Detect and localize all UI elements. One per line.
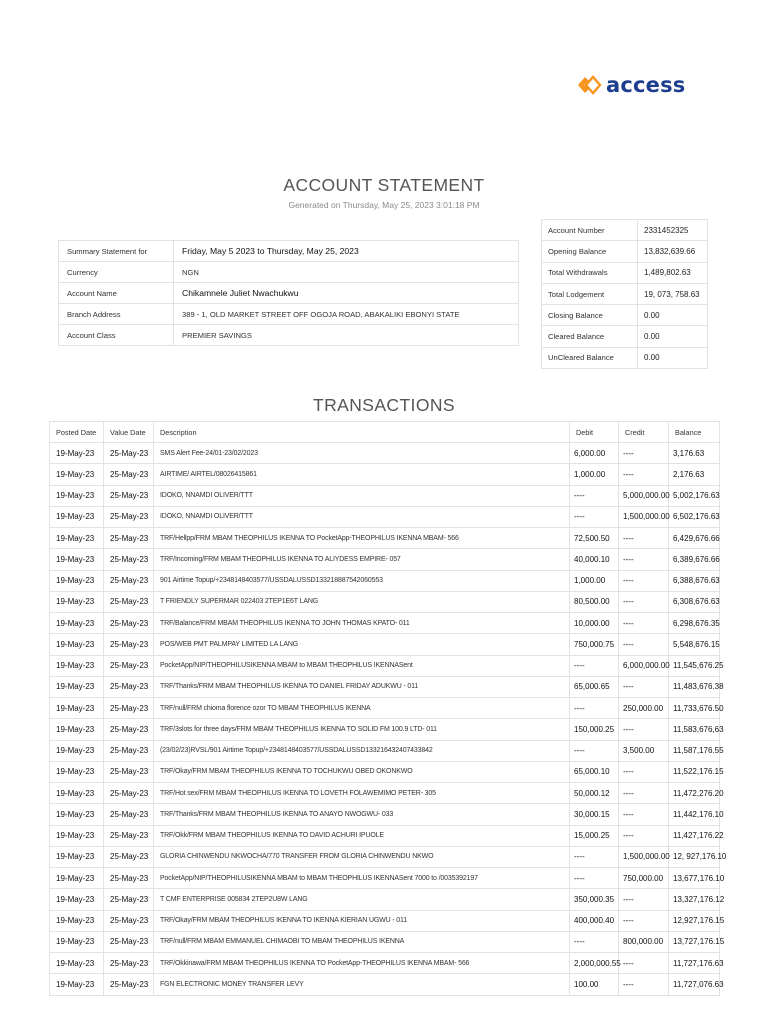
summary-value: NGN bbox=[174, 262, 519, 283]
balance-value: 1,489,802.63 bbox=[638, 262, 708, 283]
balance-row bbox=[542, 262, 708, 283]
summary-value: PREMIER SAVINGS bbox=[174, 325, 519, 346]
balance-cell: 12, 927,176.10 bbox=[669, 846, 720, 867]
balance-cell: 11,427,176.22 bbox=[669, 825, 720, 846]
balance-label: Total Lodgement bbox=[542, 283, 638, 304]
balance-cell: 11,545,676.25 bbox=[669, 655, 720, 676]
debit-cell: 350,000.35 bbox=[570, 889, 619, 910]
balance-cell: 11,472,276.20 bbox=[669, 783, 720, 804]
table-row bbox=[50, 825, 720, 846]
posted-date-cell: 19-May-23 bbox=[50, 889, 104, 910]
table-row bbox=[50, 676, 720, 697]
value-date-cell: 25-May-23 bbox=[104, 549, 154, 570]
balance-cell: 13,677,176.10 bbox=[669, 868, 720, 889]
value-date-cell: 25-May-23 bbox=[104, 931, 154, 952]
debit-cell: 10,000.00 bbox=[570, 613, 619, 634]
credit-cell: 750,000.00 bbox=[619, 868, 669, 889]
balance-cell: 6,429,676.66 bbox=[669, 528, 720, 549]
balance-value: 13,832,639.66 bbox=[638, 241, 708, 262]
balance-cell: 5,002,176.63 bbox=[669, 485, 720, 506]
debit-cell: 2,000,000.55 bbox=[570, 953, 619, 974]
table-row bbox=[50, 846, 720, 867]
balance-cell: 3,176.63 bbox=[669, 443, 720, 464]
balance-value: 2331452325 bbox=[638, 220, 708, 241]
summary-row bbox=[59, 304, 519, 325]
value-date-cell: 25-May-23 bbox=[104, 953, 154, 974]
description-cell: TRF/Balance/FRM MBAM THEOPHILUS IKENNA TO JOHN THOMAS KPATO- 011 bbox=[154, 613, 570, 634]
summary-label: Summary Statement for bbox=[59, 241, 174, 262]
credit-cell: ---- bbox=[619, 549, 669, 570]
balance-row bbox=[542, 220, 708, 241]
table-row bbox=[50, 655, 720, 676]
table-row bbox=[50, 634, 720, 655]
column-header: Value Date bbox=[104, 422, 154, 443]
transactions-table bbox=[49, 421, 727, 996]
debit-cell: ---- bbox=[570, 740, 619, 761]
transactions-header-row bbox=[50, 422, 720, 443]
debit-cell: ---- bbox=[570, 698, 619, 719]
balance-label: UnCleared Balance bbox=[542, 347, 638, 368]
balance-cell: 13,727,176.15 bbox=[669, 931, 720, 952]
debit-cell: 100.00 bbox=[570, 974, 619, 995]
column-header: Debit bbox=[570, 422, 619, 443]
balance-row bbox=[542, 283, 708, 304]
value-date-cell: 25-May-23 bbox=[104, 485, 154, 506]
summary-row bbox=[59, 262, 519, 283]
value-date-cell: 25-May-23 bbox=[104, 528, 154, 549]
balance-row bbox=[542, 347, 708, 368]
balance-cell: 2,176.63 bbox=[669, 464, 720, 485]
description-cell: IDOKO, NNAMDI OLIVER/TTT bbox=[154, 485, 570, 506]
description-cell: SMS Alert Fee-24/01-23/02/2023 bbox=[154, 443, 570, 464]
balance-row bbox=[542, 305, 708, 326]
posted-date-cell: 19-May-23 bbox=[50, 783, 104, 804]
balance-cell: 11,522,176.15 bbox=[669, 761, 720, 782]
debit-cell: 30,000.15 bbox=[570, 804, 619, 825]
posted-date-cell: 19-May-23 bbox=[50, 761, 104, 782]
posted-date-cell: 19-May-23 bbox=[50, 804, 104, 825]
credit-cell: 1,500,000.00 bbox=[619, 846, 669, 867]
column-header: Balance bbox=[669, 422, 720, 443]
table-row bbox=[50, 698, 720, 719]
summary-label: Branch Address bbox=[59, 304, 174, 325]
posted-date-cell: 19-May-23 bbox=[50, 570, 104, 591]
balance-cell: 6,388,676.63 bbox=[669, 570, 720, 591]
credit-cell: ---- bbox=[619, 676, 669, 697]
description-cell: TRF/null/FRM chioma florence ozor TO MBAM THEOPHILUS IKENNA bbox=[154, 698, 570, 719]
balance-cell: 11,727,076.63 bbox=[669, 974, 720, 995]
balance-cell: 11,483,676.38 bbox=[669, 676, 720, 697]
value-date-cell: 25-May-23 bbox=[104, 613, 154, 634]
description-cell: T FRIENDLY SUPERMAR 022403 2TEP1E6T LANG bbox=[154, 591, 570, 612]
balance-value: 0.00 bbox=[638, 347, 708, 368]
credit-cell: ---- bbox=[619, 761, 669, 782]
description-cell: TRF/Okk/FRM MBAM THEOPHILUS IKENNA TO DAVID ACHURI IPUOLE bbox=[154, 825, 570, 846]
credit-cell: 6,000,000.00 bbox=[619, 655, 669, 676]
table-row bbox=[50, 464, 720, 485]
balance-cell: 11,587,176.55 bbox=[669, 740, 720, 761]
posted-date-cell: 19-May-23 bbox=[50, 974, 104, 995]
value-date-cell: 25-May-23 bbox=[104, 570, 154, 591]
table-row bbox=[50, 931, 720, 952]
value-date-cell: 25-May-23 bbox=[104, 506, 154, 527]
value-date-cell: 25-May-23 bbox=[104, 889, 154, 910]
description-cell: AIRTIME/ AIRTEL/08026415861 bbox=[154, 464, 570, 485]
credit-cell: ---- bbox=[619, 528, 669, 549]
balance-value: 19, 073, 758.63 bbox=[638, 283, 708, 304]
debit-cell: 50,000.12 bbox=[570, 783, 619, 804]
posted-date-cell: 19-May-23 bbox=[50, 825, 104, 846]
summary-row bbox=[59, 283, 519, 304]
description-cell: GLORIA CHINWENDU NKWOCHA/770 TRANSFER FROM GLORIA CHINWENDU NKWO bbox=[154, 846, 570, 867]
summary-value: 389 - 1, OLD MARKET STREET OFF OGOJA ROAD, ABAKALIKI EBONYI STATE bbox=[174, 304, 519, 325]
credit-cell: ---- bbox=[619, 910, 669, 931]
credit-cell: 800,000.00 bbox=[619, 931, 669, 952]
description-cell: 901 Airtime Topup/+2348148403577/USSDALUSSD133218887542060553 bbox=[154, 570, 570, 591]
description-cell: TRF/3slots for three days/FRM MBAM THEOPHILUS IKENNA TO SOLID FM 100.9 LTD- 011 bbox=[154, 719, 570, 740]
table-row bbox=[50, 591, 720, 612]
balance-label: Closing Balance bbox=[542, 305, 638, 326]
debit-cell: 400,000.40 bbox=[570, 910, 619, 931]
balance-label: Total Withdrawals bbox=[542, 262, 638, 283]
description-cell: IDOKO, NNAMDI OLIVER/TTT bbox=[154, 506, 570, 527]
access-logo bbox=[576, 72, 686, 98]
generated-timestamp: Generated on Thursday, May 25, 2023 3:01:18 PM bbox=[288, 200, 480, 210]
table-row bbox=[50, 761, 720, 782]
posted-date-cell: 19-May-23 bbox=[50, 846, 104, 867]
balances-table bbox=[541, 219, 708, 369]
value-date-cell: 25-May-23 bbox=[104, 443, 154, 464]
posted-date-cell: 19-May-23 bbox=[50, 655, 104, 676]
balance-cell: 13,327,176.12 bbox=[669, 889, 720, 910]
value-date-cell: 25-May-23 bbox=[104, 804, 154, 825]
debit-cell: ---- bbox=[570, 931, 619, 952]
value-date-cell: 25-May-23 bbox=[104, 974, 154, 995]
debit-cell: 80,500.00 bbox=[570, 591, 619, 612]
credit-cell: 250,000.00 bbox=[619, 698, 669, 719]
description-cell: TRF/null/FRM MBAM EMMANUEL CHIMAOBI TO MBAM THEOPHILUS IKENNA bbox=[154, 931, 570, 952]
value-date-cell: 25-May-23 bbox=[104, 719, 154, 740]
table-row bbox=[50, 570, 720, 591]
balance-cell: 11,583,676,63 bbox=[669, 719, 720, 740]
balance-row bbox=[542, 241, 708, 262]
credit-cell: 3,500.00 bbox=[619, 740, 669, 761]
table-row bbox=[50, 868, 720, 889]
debit-cell: ---- bbox=[570, 655, 619, 676]
posted-date-cell: 19-May-23 bbox=[50, 931, 104, 952]
balance-cell: 11,442,176.10 bbox=[669, 804, 720, 825]
posted-date-cell: 19-May-23 bbox=[50, 485, 104, 506]
credit-cell: ---- bbox=[619, 783, 669, 804]
credit-cell: ---- bbox=[619, 825, 669, 846]
description-cell: POS/WEB PMT PALMPAY LIMITED LA LANG bbox=[154, 634, 570, 655]
credit-cell: ---- bbox=[619, 634, 669, 655]
credit-cell: ---- bbox=[619, 570, 669, 591]
description-cell: TRF/Okay/FRM MBAM THEOPHILUS IKENNA TO TOCHUKWU OBED OKONKWO bbox=[154, 761, 570, 782]
balance-cell: 6,298,676.35 bbox=[669, 613, 720, 634]
value-date-cell: 25-May-23 bbox=[104, 740, 154, 761]
credit-cell: ---- bbox=[619, 804, 669, 825]
posted-date-cell: 19-May-23 bbox=[50, 528, 104, 549]
table-row bbox=[50, 506, 720, 527]
credit-cell: ---- bbox=[619, 464, 669, 485]
value-date-cell: 25-May-23 bbox=[104, 698, 154, 719]
credit-cell: ---- bbox=[619, 591, 669, 612]
value-date-cell: 25-May-23 bbox=[104, 676, 154, 697]
debit-cell: ---- bbox=[570, 485, 619, 506]
table-row bbox=[50, 804, 720, 825]
description-cell: TRF/Thanks/FRM MBAM THEOPHILUS IKENNA TO ANAYO NWOGWU- 033 bbox=[154, 804, 570, 825]
credit-cell: 5,000,000.00 bbox=[619, 485, 669, 506]
value-date-cell: 25-May-23 bbox=[104, 910, 154, 931]
posted-date-cell: 19-May-23 bbox=[50, 443, 104, 464]
description-cell: TRF/Okay/FRM MBAM THEOPHILUS IKENNA TO IKENNA KIERIAN UGWU - 011 bbox=[154, 910, 570, 931]
balance-cell: 5,548,676.15 bbox=[669, 634, 720, 655]
debit-cell: 6,000.00 bbox=[570, 443, 619, 464]
posted-date-cell: 19-May-23 bbox=[50, 740, 104, 761]
value-date-cell: 25-May-23 bbox=[104, 761, 154, 782]
summary-table bbox=[58, 240, 519, 346]
balance-cell: 6,502,176.63 bbox=[669, 506, 720, 527]
value-date-cell: 25-May-23 bbox=[104, 464, 154, 485]
transactions-title: TRANSACTIONS bbox=[313, 395, 455, 415]
debit-cell: 150,000.25 bbox=[570, 719, 619, 740]
debit-cell: ---- bbox=[570, 868, 619, 889]
posted-date-cell: 19-May-23 bbox=[50, 953, 104, 974]
credit-cell: ---- bbox=[619, 974, 669, 995]
summary-row bbox=[59, 325, 519, 346]
balance-cell: 6,308,676.63 bbox=[669, 591, 720, 612]
credit-cell: 1,500,000.00 bbox=[619, 506, 669, 527]
balance-value: 0.00 bbox=[638, 326, 708, 347]
credit-cell: ---- bbox=[619, 613, 669, 634]
description-cell: TRF/Hot sex/FRM MBAM THEOPHILUS IKENNA TO LOVETH FOLAWEMIMO PETER- 305 bbox=[154, 783, 570, 804]
summary-value: Friday, May 5 2023 to Thursday, May 25, 2023 bbox=[174, 241, 519, 262]
posted-date-cell: 19-May-23 bbox=[50, 506, 104, 527]
posted-date-cell: 19-May-23 bbox=[50, 464, 104, 485]
balance-row bbox=[542, 326, 708, 347]
description-cell: T CMF ENTERPRISE 005834 2TEP2U8W LANG bbox=[154, 889, 570, 910]
posted-date-cell: 19-May-23 bbox=[50, 591, 104, 612]
debit-cell: 1,000.00 bbox=[570, 570, 619, 591]
statement-title: ACCOUNT STATEMENT bbox=[283, 175, 485, 195]
debit-cell: 40,000.10 bbox=[570, 549, 619, 570]
description-cell: FGN ELECTRONIC MONEY TRANSFER LEVY bbox=[154, 974, 570, 995]
balance-cell: 11,733,676.50 bbox=[669, 698, 720, 719]
column-header: Credit bbox=[619, 422, 669, 443]
access-logo-icon bbox=[576, 72, 602, 98]
posted-date-cell: 19-May-23 bbox=[50, 549, 104, 570]
brand-name: access bbox=[606, 73, 686, 97]
balance-value: 0.00 bbox=[638, 305, 708, 326]
table-row bbox=[50, 613, 720, 634]
description-cell: PocketApp/NIP/THEOPHILUSIKENNA MBAM to MBAM THEOPHILUS IKENNASent bbox=[154, 655, 570, 676]
table-row bbox=[50, 485, 720, 506]
posted-date-cell: 19-May-23 bbox=[50, 676, 104, 697]
description-cell: TRF/Thanks/FRM MBAM THEOPHILUS IKENNA TO DANIEL FRIDAY ADUKWU - 011 bbox=[154, 676, 570, 697]
description-cell: TRF/Incoming/FRM MBAM THEOPHILUS IKENNA TO ALIYDESS EMPIRE- 057 bbox=[154, 549, 570, 570]
balance-label: Cleared Balance bbox=[542, 326, 638, 347]
value-date-cell: 25-May-23 bbox=[104, 825, 154, 846]
posted-date-cell: 19-May-23 bbox=[50, 634, 104, 655]
description-cell: PocketApp/NIP/THEOPHILUSIKENNA MBAM to MBAM THEOPHILUS IKENNASent 7000 to /0035392197 bbox=[154, 868, 570, 889]
table-row bbox=[50, 740, 720, 761]
table-row bbox=[50, 974, 720, 995]
debit-cell: ---- bbox=[570, 506, 619, 527]
column-header: Posted Date bbox=[50, 422, 104, 443]
credit-cell: ---- bbox=[619, 889, 669, 910]
credit-cell: ---- bbox=[619, 719, 669, 740]
posted-date-cell: 19-May-23 bbox=[50, 868, 104, 889]
debit-cell: ---- bbox=[570, 846, 619, 867]
description-cell: TRF/Hellpp/FRM MBAM THEOPHILUS IKENNA TO PocketApp-THEOPHILUS IKENNA MBAM- 566 bbox=[154, 528, 570, 549]
value-date-cell: 25-May-23 bbox=[104, 655, 154, 676]
table-row bbox=[50, 719, 720, 740]
posted-date-cell: 19-May-23 bbox=[50, 910, 104, 931]
summary-label: Currency bbox=[59, 262, 174, 283]
posted-date-cell: 19-May-23 bbox=[50, 719, 104, 740]
posted-date-cell: 19-May-23 bbox=[50, 613, 104, 634]
summary-label: Account Name bbox=[59, 283, 174, 304]
debit-cell: 1,000.00 bbox=[570, 464, 619, 485]
debit-cell: 65,000.10 bbox=[570, 761, 619, 782]
description-cell: TRF/Okkinawa/FRM MBAM THEOPHILUS IKENNA TO PocketApp-THEOPHILUS IKENNA MBAM- 566 bbox=[154, 953, 570, 974]
table-row bbox=[50, 953, 720, 974]
table-row bbox=[50, 910, 720, 931]
description-cell: (23/02/23)RVSL/901 Airtime Topup/+2348148403577/USSDALUSSD133216432407433842 bbox=[154, 740, 570, 761]
debit-cell: 750,000.75 bbox=[570, 634, 619, 655]
value-date-cell: 25-May-23 bbox=[104, 591, 154, 612]
value-date-cell: 25-May-23 bbox=[104, 846, 154, 867]
table-row bbox=[50, 549, 720, 570]
table-row bbox=[50, 783, 720, 804]
table-row bbox=[50, 528, 720, 549]
debit-cell: 72,500.50 bbox=[570, 528, 619, 549]
table-row bbox=[50, 889, 720, 910]
summary-row bbox=[59, 241, 519, 262]
credit-cell: ---- bbox=[619, 953, 669, 974]
summary-label: Account Class bbox=[59, 325, 174, 346]
balance-cell: 11,727,176.63 bbox=[669, 953, 720, 974]
value-date-cell: 25-May-23 bbox=[104, 868, 154, 889]
credit-cell: ---- bbox=[619, 443, 669, 464]
column-header: Description bbox=[154, 422, 570, 443]
value-date-cell: 25-May-23 bbox=[104, 783, 154, 804]
posted-date-cell: 19-May-23 bbox=[50, 698, 104, 719]
debit-cell: 65,000.65 bbox=[570, 676, 619, 697]
balance-label: Account Number bbox=[542, 220, 638, 241]
balance-label: Opening Balance bbox=[542, 241, 638, 262]
summary-value: Chikamnele Juliet Nwachukwu bbox=[174, 283, 519, 304]
debit-cell: 15,000.25 bbox=[570, 825, 619, 846]
value-date-cell: 25-May-23 bbox=[104, 634, 154, 655]
balance-cell: 6,389,676.66 bbox=[669, 549, 720, 570]
balance-cell: 12,927,176.15 bbox=[669, 910, 720, 931]
table-row bbox=[50, 443, 720, 464]
